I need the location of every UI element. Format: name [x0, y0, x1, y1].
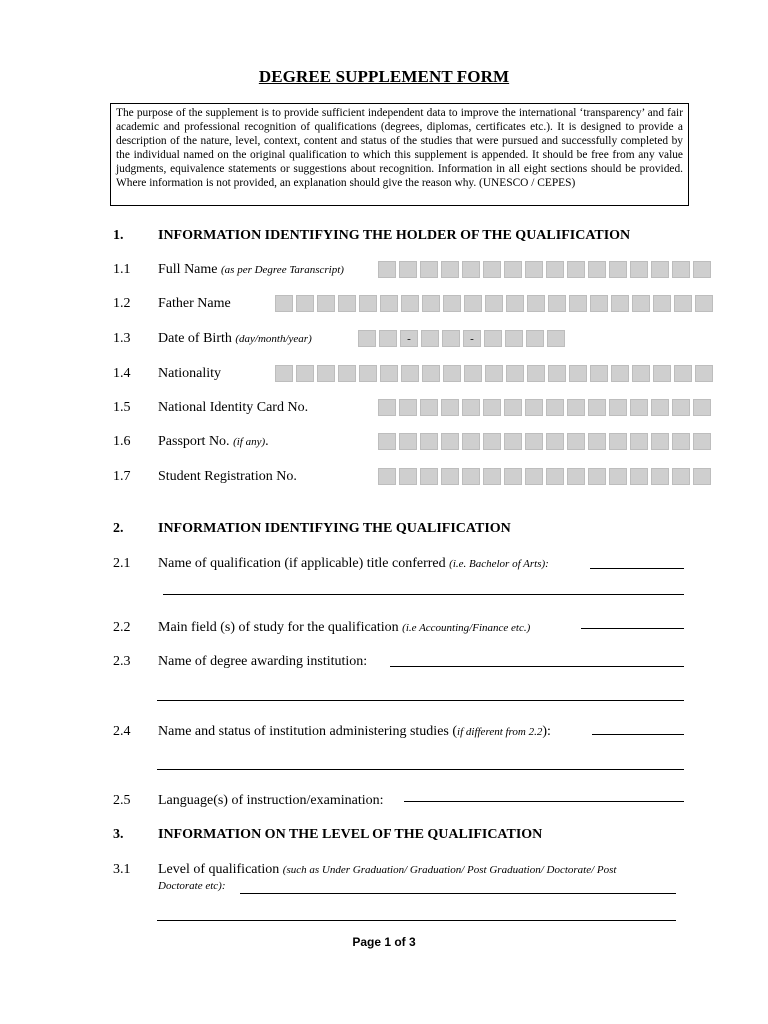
char-box[interactable]	[546, 433, 564, 450]
administering-institution-line-2[interactable]	[157, 769, 684, 770]
char-box[interactable]	[609, 433, 627, 450]
char-box[interactable]	[611, 365, 629, 382]
char-box[interactable]	[588, 399, 606, 416]
item-2-3-number: 2.3	[113, 654, 131, 669]
item-1-3-number: 1.3	[113, 331, 131, 346]
nationality-boxes[interactable]	[275, 365, 713, 382]
char-box[interactable]	[464, 295, 482, 312]
national-id-boxes[interactable]	[378, 399, 711, 416]
char-box[interactable]	[506, 365, 524, 382]
char-box[interactable]	[630, 399, 648, 416]
char-box[interactable]	[379, 330, 397, 347]
item-1-4-number: 1.4	[113, 366, 131, 381]
char-box[interactable]	[672, 261, 690, 278]
char-box[interactable]	[421, 330, 439, 347]
char-box[interactable]	[483, 399, 501, 416]
char-box[interactable]	[399, 261, 417, 278]
char-box[interactable]	[462, 468, 480, 485]
char-box[interactable]	[546, 261, 564, 278]
item-1-4-label: Nationality	[158, 366, 221, 381]
char-box[interactable]	[693, 433, 711, 450]
char-box[interactable]	[399, 468, 417, 485]
administering-institution-line[interactable]	[592, 734, 684, 735]
char-box[interactable]	[567, 399, 585, 416]
char-box[interactable]	[651, 261, 669, 278]
char-box[interactable]	[525, 399, 543, 416]
char-box[interactable]	[484, 330, 502, 347]
item-1-6-number: 1.6	[113, 434, 131, 449]
item-1-2-number: 1.2	[113, 296, 131, 311]
char-box[interactable]	[506, 295, 524, 312]
char-box[interactable]	[651, 433, 669, 450]
char-box[interactable]	[378, 261, 396, 278]
date-of-birth-boxes[interactable]	[358, 330, 565, 347]
language-line[interactable]	[404, 801, 684, 802]
char-box[interactable]	[464, 365, 482, 382]
full-name-boxes[interactable]	[378, 261, 711, 278]
level-line[interactable]	[240, 893, 676, 894]
char-box[interactable]	[420, 261, 438, 278]
item-1-6-hint: (if any)	[233, 436, 266, 448]
page-number: Page 1 of 3	[352, 935, 416, 949]
char-box[interactable]: -	[463, 330, 481, 347]
char-box[interactable]	[546, 399, 564, 416]
student-registration-boxes[interactable]	[378, 468, 711, 485]
item-1-1-number: 1.1	[113, 262, 131, 277]
item-1-3-hint: (day/month/year)	[235, 333, 312, 345]
char-box[interactable]	[422, 295, 440, 312]
item-2-3-label: Name of degree awarding institution:	[158, 654, 368, 669]
char-box[interactable]	[485, 295, 503, 312]
char-box[interactable]	[378, 433, 396, 450]
char-box[interactable]	[338, 295, 356, 312]
char-box[interactable]	[546, 468, 564, 485]
item-1-1-label: Full Name (as per Degree Taranscript)	[158, 262, 344, 277]
char-box[interactable]	[527, 365, 545, 382]
char-box[interactable]	[317, 295, 335, 312]
char-box[interactable]	[317, 365, 335, 382]
char-box[interactable]	[630, 261, 648, 278]
char-box[interactable]	[275, 365, 293, 382]
awarding-institution-line-2[interactable]	[157, 700, 684, 701]
item-1-6-label: Passport No. (if any).	[158, 434, 269, 449]
qualification-title-line[interactable]	[590, 568, 684, 569]
char-box[interactable]	[505, 330, 523, 347]
char-box[interactable]	[378, 468, 396, 485]
section-3-title: INFORMATION ON THE LEVEL OF THE QUALIFICATION	[158, 827, 543, 842]
item-1-5-number: 1.5	[113, 400, 131, 415]
item-2-5-number: 2.5	[113, 793, 131, 808]
item-2-1-label: Name of qualification (if applicable) title conferred (i.e. Bachelor of Arts):	[158, 556, 549, 571]
item-2-2-number: 2.2	[113, 620, 131, 635]
char-box[interactable]	[548, 365, 566, 382]
char-box[interactable]	[611, 295, 629, 312]
char-box[interactable]	[275, 295, 293, 312]
char-box[interactable]	[378, 399, 396, 416]
item-2-4-number: 2.4	[113, 724, 131, 739]
char-box[interactable]	[569, 295, 587, 312]
char-box[interactable]	[443, 365, 461, 382]
char-box[interactable]	[504, 261, 522, 278]
char-box[interactable]	[630, 468, 648, 485]
char-box[interactable]	[504, 433, 522, 450]
form-title: DEGREE SUPPLEMENT FORM	[258, 67, 510, 86]
char-box[interactable]	[401, 295, 419, 312]
char-box[interactable]	[674, 295, 692, 312]
char-box[interactable]	[588, 433, 606, 450]
char-box[interactable]	[632, 365, 650, 382]
qualification-title-line-2[interactable]	[163, 594, 684, 595]
main-field-line[interactable]	[581, 628, 684, 629]
item-2-1-number: 2.1	[113, 556, 131, 571]
char-box[interactable]	[399, 399, 417, 416]
char-box[interactable]	[462, 261, 480, 278]
char-box[interactable]	[695, 365, 713, 382]
char-box[interactable]	[527, 295, 545, 312]
char-box[interactable]	[442, 330, 460, 347]
char-box[interactable]	[609, 261, 627, 278]
item-1-7-number: 1.7	[113, 469, 131, 484]
char-box[interactable]	[526, 330, 544, 347]
item-3-1-label: Level of qualification (such as Under Graduation/ Graduation/ Post Graduation/ Doctorate/ Post	[158, 862, 617, 877]
char-box[interactable]	[462, 399, 480, 416]
char-box[interactable]	[483, 433, 501, 450]
char-box[interactable]	[358, 330, 376, 347]
char-box[interactable]	[672, 399, 690, 416]
char-box[interactable]	[651, 399, 669, 416]
char-box[interactable]	[590, 365, 608, 382]
char-box[interactable]	[525, 468, 543, 485]
item-3-1-number: 3.1	[113, 862, 131, 877]
char-box[interactable]	[483, 261, 501, 278]
item-3-1-hint-continued: Doctorate etc):	[158, 880, 226, 892]
char-box[interactable]	[609, 399, 627, 416]
char-box[interactable]	[359, 295, 377, 312]
item-1-1-hint: (as per Degree Taranscript)	[221, 264, 344, 276]
item-1-3-label: Date of Birth (day/month/year)	[158, 331, 312, 346]
father-name-boxes[interactable]	[275, 295, 713, 312]
char-box[interactable]	[296, 295, 314, 312]
char-box[interactable]	[338, 365, 356, 382]
char-box[interactable]	[380, 295, 398, 312]
char-box[interactable]	[441, 261, 459, 278]
char-box[interactable]	[504, 399, 522, 416]
char-box[interactable]	[548, 295, 566, 312]
char-box[interactable]	[420, 468, 438, 485]
char-box[interactable]	[504, 468, 522, 485]
char-box[interactable]	[462, 433, 480, 450]
char-box[interactable]	[588, 261, 606, 278]
char-box[interactable]	[296, 365, 314, 382]
item-1-5-label: National Identity Card No.	[158, 400, 309, 415]
section-1-number: 1.	[113, 228, 124, 243]
char-box[interactable]	[483, 468, 501, 485]
char-box[interactable]	[653, 365, 671, 382]
char-box[interactable]	[651, 468, 669, 485]
item-3-1-hint: (such as Under Graduation/ Graduation/ Post Graduation/ Doctorate/ Post	[282, 864, 617, 876]
passport-boxes[interactable]	[378, 433, 711, 450]
char-box[interactable]	[672, 433, 690, 450]
item-2-5-label: Language(s) of instruction/examination:	[158, 793, 384, 808]
char-box[interactable]	[693, 261, 711, 278]
char-box[interactable]	[547, 330, 565, 347]
char-box[interactable]	[567, 433, 585, 450]
item-2-4-hint: if different from 2.2	[457, 726, 543, 738]
section-2-title: INFORMATION IDENTIFYING THE QUALIFICATION	[158, 521, 511, 536]
section-2-number: 2.	[113, 521, 124, 536]
char-box[interactable]	[609, 468, 627, 485]
char-box[interactable]	[630, 433, 648, 450]
char-box[interactable]	[588, 468, 606, 485]
char-box[interactable]	[422, 365, 440, 382]
char-box[interactable]	[441, 399, 459, 416]
char-box[interactable]	[693, 399, 711, 416]
char-box[interactable]	[380, 365, 398, 382]
char-box[interactable]	[674, 365, 692, 382]
char-box[interactable]	[590, 295, 608, 312]
char-box[interactable]	[359, 365, 377, 382]
char-box[interactable]	[693, 468, 711, 485]
char-box[interactable]	[399, 433, 417, 450]
item-1-2-label: Father Name	[158, 296, 231, 311]
purpose-statement: The purpose of the supplement is to provide sufficient independent data to improve the international ‘transparency’ and fair academic and professional recognition of qualifications (degrees, diplomas, certificates etc.). It is designed to provide a description of the nature, level, context, content and status of the studies that were pursued and successfully completed by the individual named on the original qualification to which this supplement is appended. It should be free from any value judgments, equivalence statements or suggestions about recognition. Information in all eight sections should be provided. Where information is not provided, an explanation should give the reason why. (UNESCO / CEPES)	[110, 103, 689, 206]
section-3-number: 3.	[113, 827, 124, 842]
char-box[interactable]	[672, 468, 690, 485]
char-box[interactable]	[695, 295, 713, 312]
char-box[interactable]	[525, 433, 543, 450]
char-box[interactable]	[569, 365, 587, 382]
level-line-2[interactable]	[157, 920, 676, 921]
char-box[interactable]	[567, 261, 585, 278]
item-2-4-label: Name and status of institution administering studies (if different from 2.2):	[158, 724, 551, 739]
item-1-7-label: Student Registration No.	[158, 469, 297, 484]
char-box[interactable]	[420, 399, 438, 416]
section-1-title: INFORMATION IDENTIFYING THE HOLDER OF THE QUALIFICATION	[158, 228, 631, 243]
char-box[interactable]	[525, 261, 543, 278]
item-2-2-hint: (i.e Accounting/Finance etc.)	[402, 622, 531, 634]
item-2-1-hint: (i.e. Bachelor of Arts):	[449, 558, 549, 570]
char-box[interactable]: -	[400, 330, 418, 347]
item-2-2-label: Main field (s) of study for the qualification (i.e Accounting/Finance etc.)	[158, 620, 531, 635]
char-box[interactable]	[567, 468, 585, 485]
char-box[interactable]	[653, 295, 671, 312]
char-box[interactable]	[441, 433, 459, 450]
char-box[interactable]	[401, 365, 419, 382]
char-box[interactable]	[485, 365, 503, 382]
char-box[interactable]	[441, 468, 459, 485]
char-box[interactable]	[443, 295, 461, 312]
awarding-institution-line[interactable]	[390, 666, 684, 667]
char-box[interactable]	[420, 433, 438, 450]
char-box[interactable]	[632, 295, 650, 312]
